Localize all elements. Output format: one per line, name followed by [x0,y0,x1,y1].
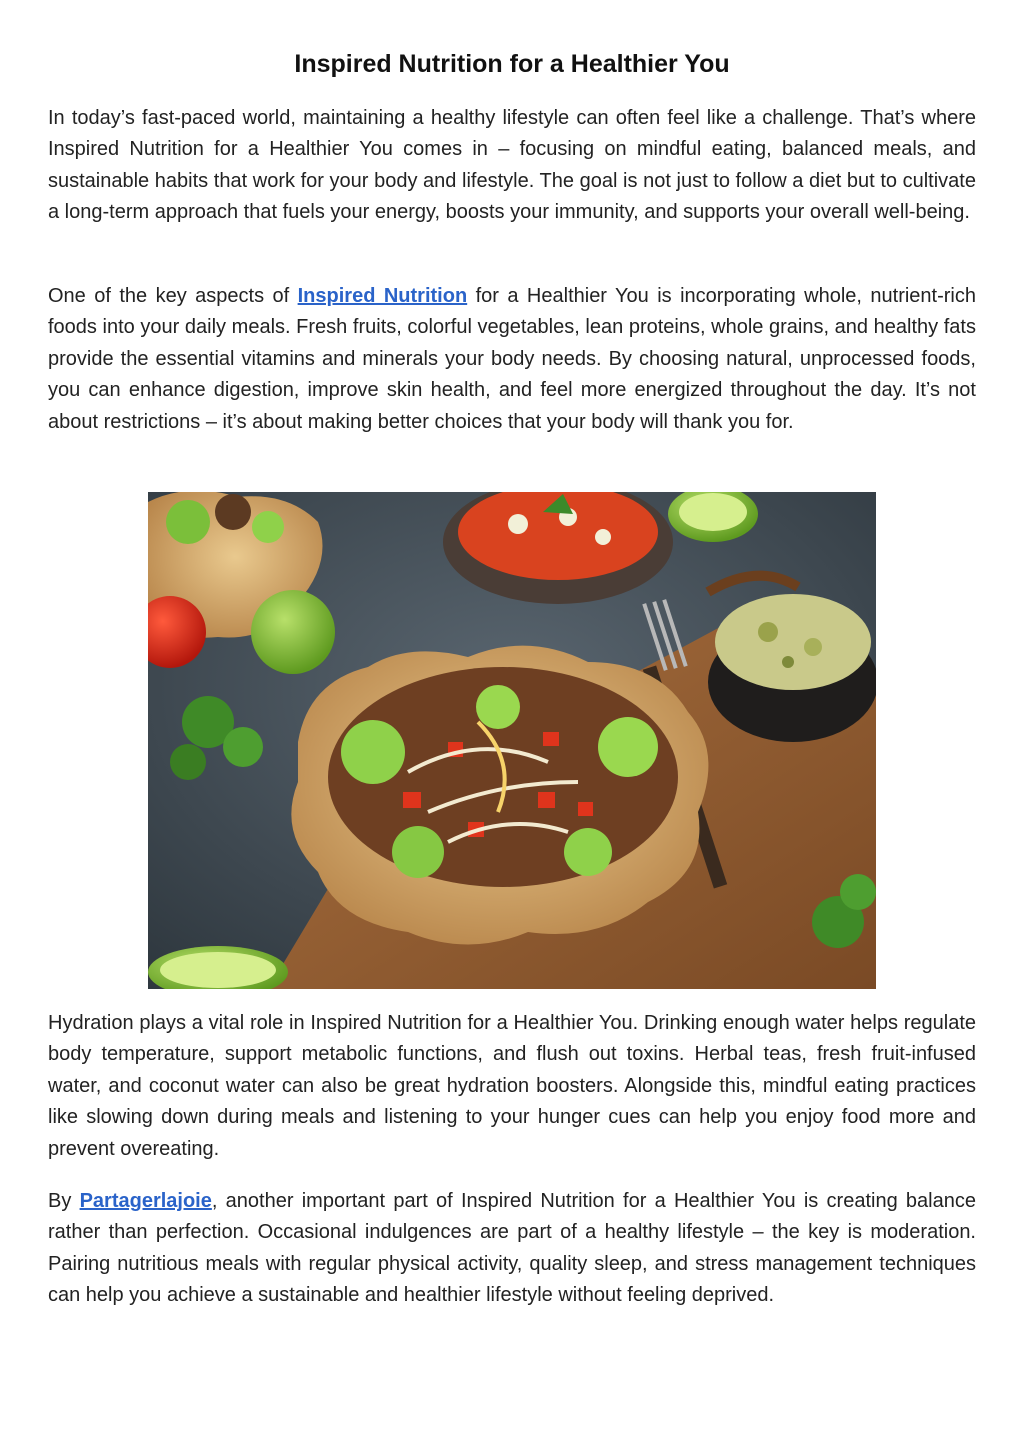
paragraph-text: By [48,1190,80,1212]
paragraph-hydration: Hydration plays a vital role in Inspired Nutrition for a Healthier You. Drinking enough water helps regulate body temperature, support metabolic functions, and flush out toxins. Herbal teas, fresh fruit-infused water, and coconut water can also be great hydration boosters. Alongside this, mindful eating practices like slowing down during meals and listening to your hunger cues can help you enjoy food more and prevent overeating. [48,1012,976,1160]
inspired-nutrition-link[interactable]: Inspired Nutrition [297,285,468,307]
page-title: Inspired Nutrition for a Healthier You [294,50,730,78]
paragraph-text: One of the key aspects of [48,285,298,307]
paragraph-text: , another important part of Inspired Nutrition for a Healthier You is creating balance rather than perfection. Occasional indulgences are part of a healthy lifestyle – the key is moderation. Pairing nutritious meals with regular physical activity, quality sleep, and stress management techniques can help you achieve a sustainable and healthier lifestyle without feeling deprived. [48,1190,976,1307]
paragraph-text: for a Healthier You is incorporating whole, nutrient-rich foods into your daily meals. Fresh fruits, colorful vegetables, lean proteins, whole grains, and healthy fats provide the essential vitamins and minerals your body needs. By choosing natural, unprocessed foods, you can enhance digestion, improve skin health, and feel more energized throughout the day. It’s not about restrictions – it’s about making better choices that your body will thank you for. [48,285,977,433]
partagerlajoie-link[interactable]: Partagerlajoie [79,1190,212,1212]
paragraph-whole-foods [48,281,976,438]
taco-salad-photo [148,492,876,989]
paragraph-balance [48,1186,976,1312]
paragraph-intro: In today’s fast-paced world, maintaining a healthy lifestyle can often feel like a challenge. That’s where Inspired Nutrition for a Healthier You comes in – focusing on mindful eating, balanced meals, and sustainable habits that work for your body and lifestyle. The goal is not just to follow a diet but to cultivate a long-term approach that fuels your energy, boosts your immunity, and supports your overall well-being. [48,107,976,224]
taco-salad-illustration [148,492,876,989]
